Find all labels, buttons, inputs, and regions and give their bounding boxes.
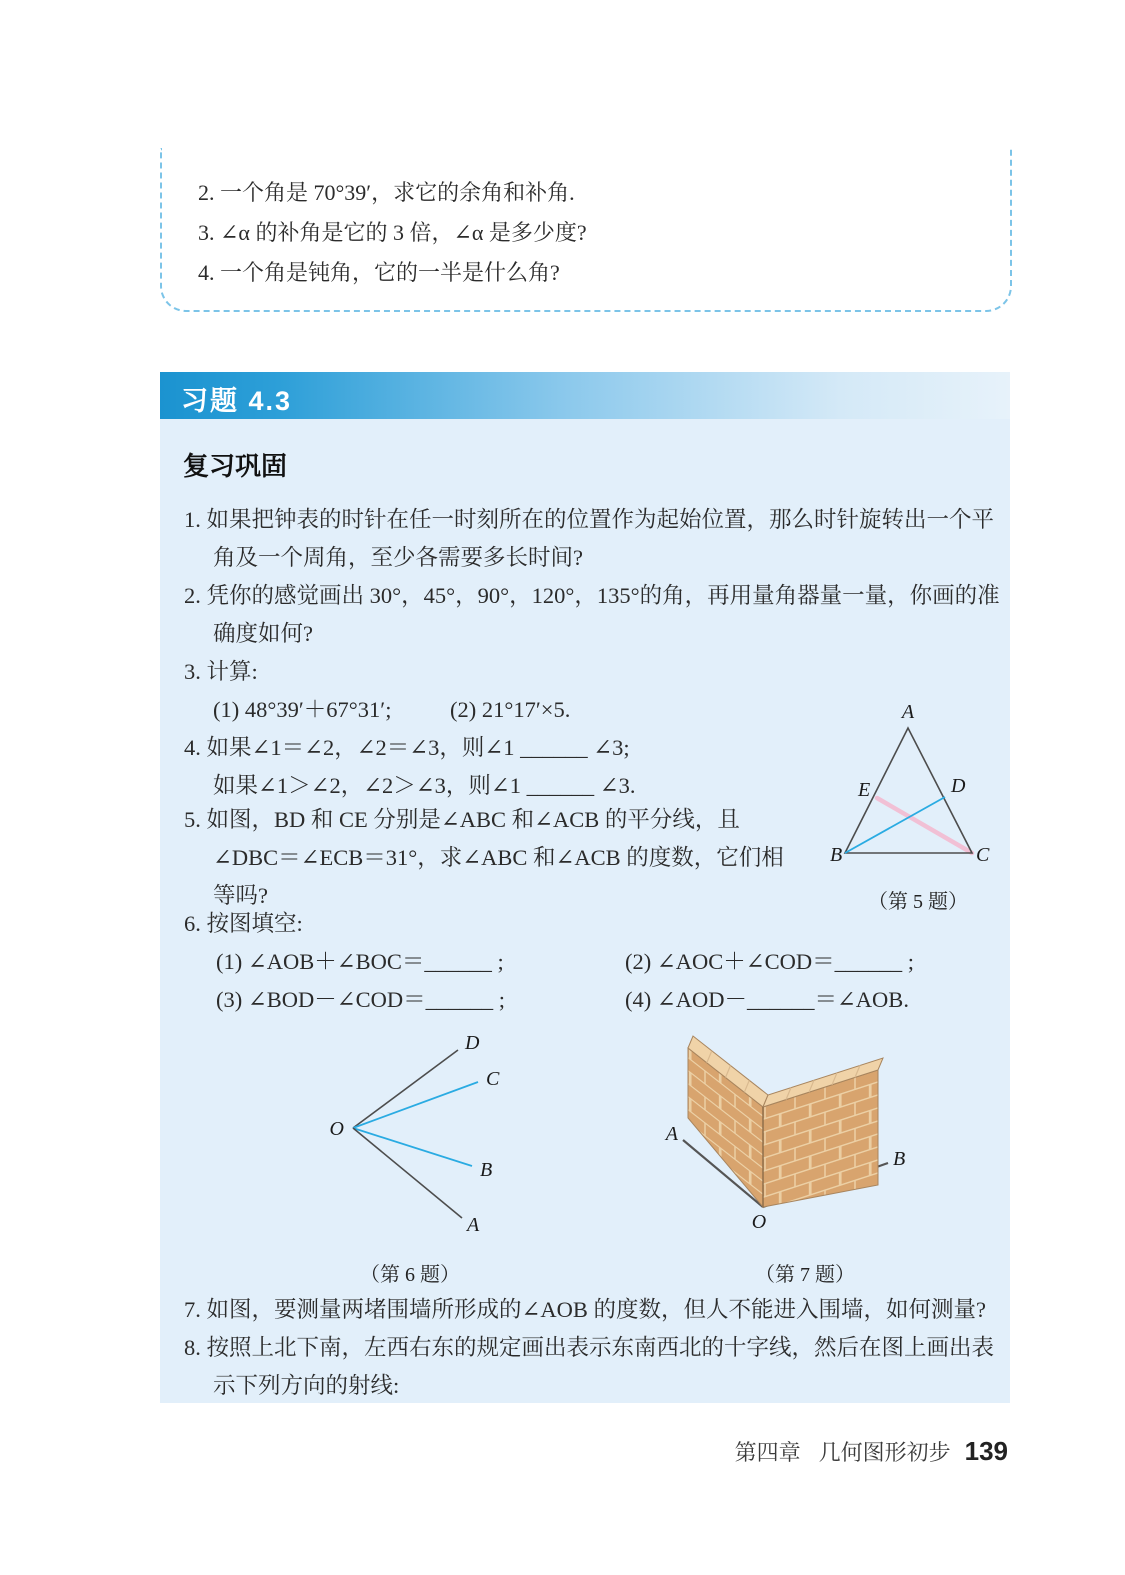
problem-6-line-1: 6. 按图填空: <box>184 911 303 936</box>
problem-8-line-2: 示下列方向的射线: <box>213 1373 400 1398</box>
footer-page-number: 139 <box>964 1436 1008 1466</box>
problem-3-line-1: 3. 计算: <box>184 659 258 684</box>
label-A: A <box>467 1214 480 1236</box>
box-item-4: 4. 一个角是钝角，它的一半是什么角? <box>198 260 560 285</box>
figure-7-caption: （第 7 题） <box>755 1264 855 1286</box>
rays-figure <box>300 1035 520 1240</box>
problem-3-part-2: (2) 21°17′×5. <box>450 697 571 722</box>
label-B: B <box>830 844 843 866</box>
problem-5-line-3: 等吗? <box>213 883 268 908</box>
footer-book-title: 几何图形初步 <box>818 1440 951 1465</box>
problem-6-blank-4: (4) ∠AOD－______＝∠AOB. <box>625 987 909 1012</box>
footer-chapter: 第四章 <box>734 1440 801 1465</box>
ray-OB <box>353 1128 472 1166</box>
figure-5-caption: （第 5 题） <box>868 891 968 913</box>
problem-1-line-2: 角及一个周角，至少各需要多长时间? <box>213 545 583 570</box>
problem-6-blank-2: (2) ∠AOC＋∠COD＝______ ; <box>625 949 914 974</box>
problem-8-line-1: 8. 按照上北下南，左西右东的规定画出表示东南西北的十字线，然后在图上画出表 <box>184 1335 995 1360</box>
page-footer <box>735 1436 1008 1467</box>
problem-5-line-1: 5. 如图，BD 和 CE 分别是∠ABC 和∠ACB 的平分线，且 <box>184 807 740 832</box>
brick-wall-figure <box>660 1035 940 1240</box>
label-A: A <box>901 701 915 723</box>
label-A: A <box>665 1123 678 1145</box>
label-O: O <box>329 1118 344 1140</box>
ray-OC <box>353 1082 478 1128</box>
problem-5-line-2: ∠DBC＝∠ECB＝31°，求∠ABC 和∠ACB 的度数，它们相 <box>213 845 784 870</box>
problem-2-line-1: 2. 凭你的感觉画出 30°，45°，90°，120°，135°的角，再用量角器量一量，你画的准 <box>184 583 1000 608</box>
section-heading: 复习巩固 <box>183 451 288 481</box>
label-B: B <box>480 1159 493 1181</box>
problem-2-line-2: 确度如何? <box>213 621 313 646</box>
label-O: O <box>751 1211 767 1233</box>
label-C: C <box>976 844 990 866</box>
exercise-title: 习题 4.3 <box>181 386 293 416</box>
exercise-header-band <box>160 372 1010 419</box>
problem-1-line-1: 1. 如果把钟表的时针在任一时刻所在的位置作为起始位置，那么时针旋转出一个平 <box>184 507 995 532</box>
box-item-2: 2. 一个角是 70°39′，求它的余角和补角. <box>198 180 575 205</box>
box-item-3: 3. ∠α 的补角是它的 3 倍，∠α 是多少度? <box>198 220 587 245</box>
problem-7-line-1: 7. 如图，要测量两堵围墙所形成的∠AOB 的度数，但人不能进入围墙，如何测量? <box>184 1297 986 1322</box>
dashed-exercise-box <box>160 148 1012 312</box>
problem-4-line-1: 4. 如果∠1＝∠2，∠2＝∠3，则∠1 ______ ∠3; <box>184 735 630 760</box>
label-D: D <box>465 1035 480 1054</box>
problem-3-part-1: (1) 48°39′＋67°31′; <box>213 697 392 722</box>
label-C: C <box>486 1068 500 1090</box>
problem-6-blank-1: (1) ∠AOB＋∠BOC＝______ ; <box>216 949 504 974</box>
problem-4-line-2: 如果∠1＞∠2，∠2＞∠3，则∠1 ______ ∠3. <box>213 773 636 798</box>
label-B: B <box>893 1148 906 1170</box>
label-E: E <box>858 779 871 801</box>
figure-6-caption: （第 6 题） <box>360 1264 460 1286</box>
ray-OD <box>353 1050 458 1128</box>
label-D: D <box>951 775 966 797</box>
problem-6-blank-3: (3) ∠BOD－∠COD＝______ ; <box>216 987 505 1012</box>
ray-OA <box>353 1128 462 1218</box>
triangle-figure <box>818 700 1022 900</box>
